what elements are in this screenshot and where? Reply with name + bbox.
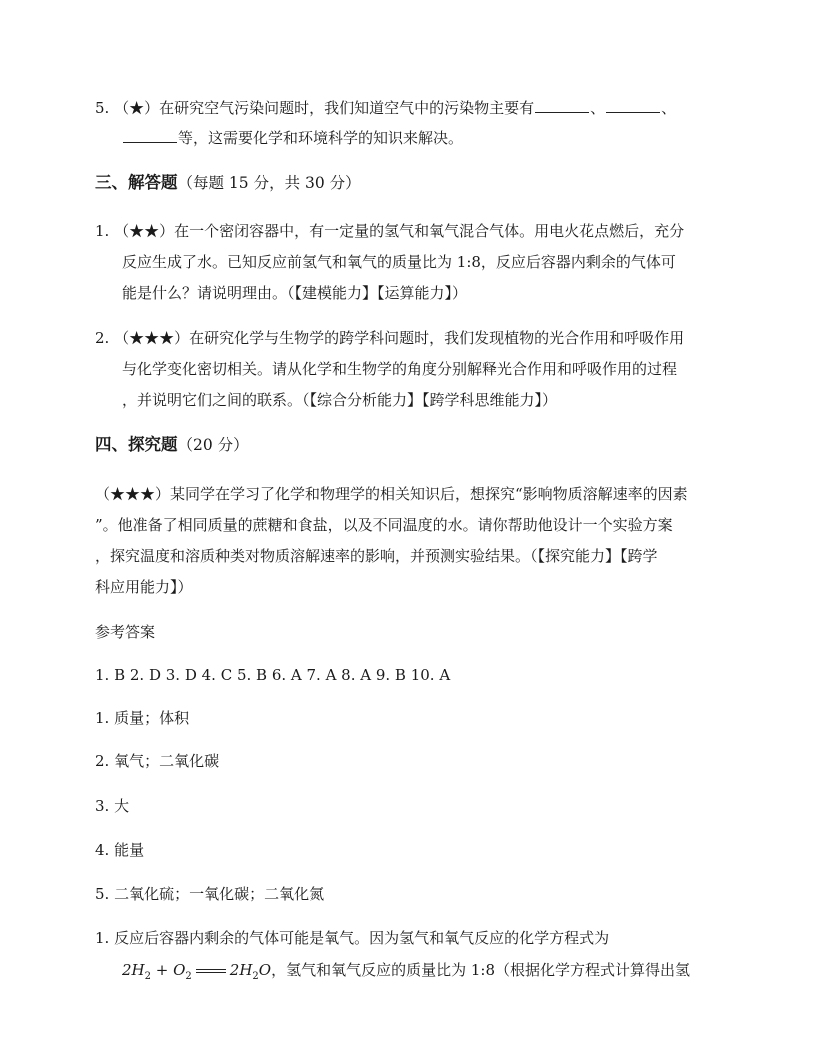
answers-fill-1: 1. 质量；体积 [95, 709, 190, 727]
section-note: （20 分） [177, 436, 249, 454]
explore-question-line1: （★★★）某同学在学习了化学和物理学的相关知识后，想探究“影响物质溶解速率的因素 [95, 485, 688, 503]
solve-question-1-line2: 反应生成了水。已知反应前氢气和氧气的质量比为 1:8，反应后容器内剩余的气体可 [122, 253, 676, 271]
answers-choice: 1. B 2. D 3. D 4. C 5. B 6. A 7. A 8. A 9. B 10. A [95, 666, 451, 684]
chemical-equation: $2H_2 + O_2$ $2H_2O$ [122, 961, 272, 982]
solve-question-2-line3: ，并说明它们之间的联系。（【综合分析能力】【跨学科思维能力】） [122, 391, 558, 409]
question-text: 等，这需要化学和环境科学的知识来解决。 [178, 129, 464, 147]
separator: 、 [590, 99, 606, 117]
answer-blank [123, 128, 177, 143]
answers-fill-3: 3. 大 [95, 797, 130, 815]
equation-arrow [196, 969, 226, 973]
explore-question-line4: 科应用能力】） [95, 578, 193, 596]
answers-solve-1-line1: 1. 反应后容器内剩余的气体可能是氧气。因为氢气和氧气反应的化学方程式为 [95, 929, 610, 947]
solve-question-1-line1: 1. （★★）在一个密闭容器中，有一定量的氢气和氧气混合气体。用电火花点燃后，充分 [95, 222, 685, 240]
solve-question-1-line3: 能是什么？请说明理由。（【建模能力】【运算能力】） [122, 284, 468, 302]
section-heading-4 [95, 435, 249, 455]
answers-fill-5: 5. 二氧化硫；一氧化碳；二氧化氮 [95, 885, 325, 903]
answer-blank [535, 98, 589, 113]
answer-text: ，氢气和氧气反应的质量比为 1:8（根据化学方程式计算得出氢 [271, 961, 691, 979]
answer-blank [606, 98, 660, 113]
separator: 、 [661, 99, 677, 117]
fill-question-5-line2 [122, 128, 463, 148]
fill-question-5-line1 [95, 98, 676, 118]
answers-fill-4: 4. 能量 [95, 841, 145, 859]
section-title: 三、解答题 [95, 173, 178, 192]
explore-question-line3: ，探究温度和溶质种类对物质溶解速率的影响，并预测实验结果。（【探究能力】【跨学 [95, 547, 658, 565]
question-text: 5. （★）在研究空气污染问题时，我们知道空气中的污染物主要有 [95, 99, 535, 117]
section-note: （每题 15 分，共 30 分） [177, 174, 361, 192]
solve-question-2-line1: 2. （★★★）在研究化学与生物学的跨学科问题时，我们发现植物的光合作用和呼吸作用 [95, 329, 685, 347]
explore-question-line2: ”。他准备了相同质量的蔗糖和食盐，以及不同温度的水。请你帮助他设计一个实验方案 [95, 516, 673, 534]
solve-question-2-line2: 与化学变化密切相关。请从化学和生物学的角度分别解释光合作用和呼吸作用的过程 [122, 360, 678, 378]
answers-fill-2: 2. 氧气；二氧化碳 [95, 752, 220, 770]
section-title: 四、探究题 [95, 435, 178, 454]
answers-solve-1-line2 [122, 960, 690, 987]
answers-title: 参考答案 [95, 623, 156, 641]
section-heading-3 [95, 173, 361, 193]
